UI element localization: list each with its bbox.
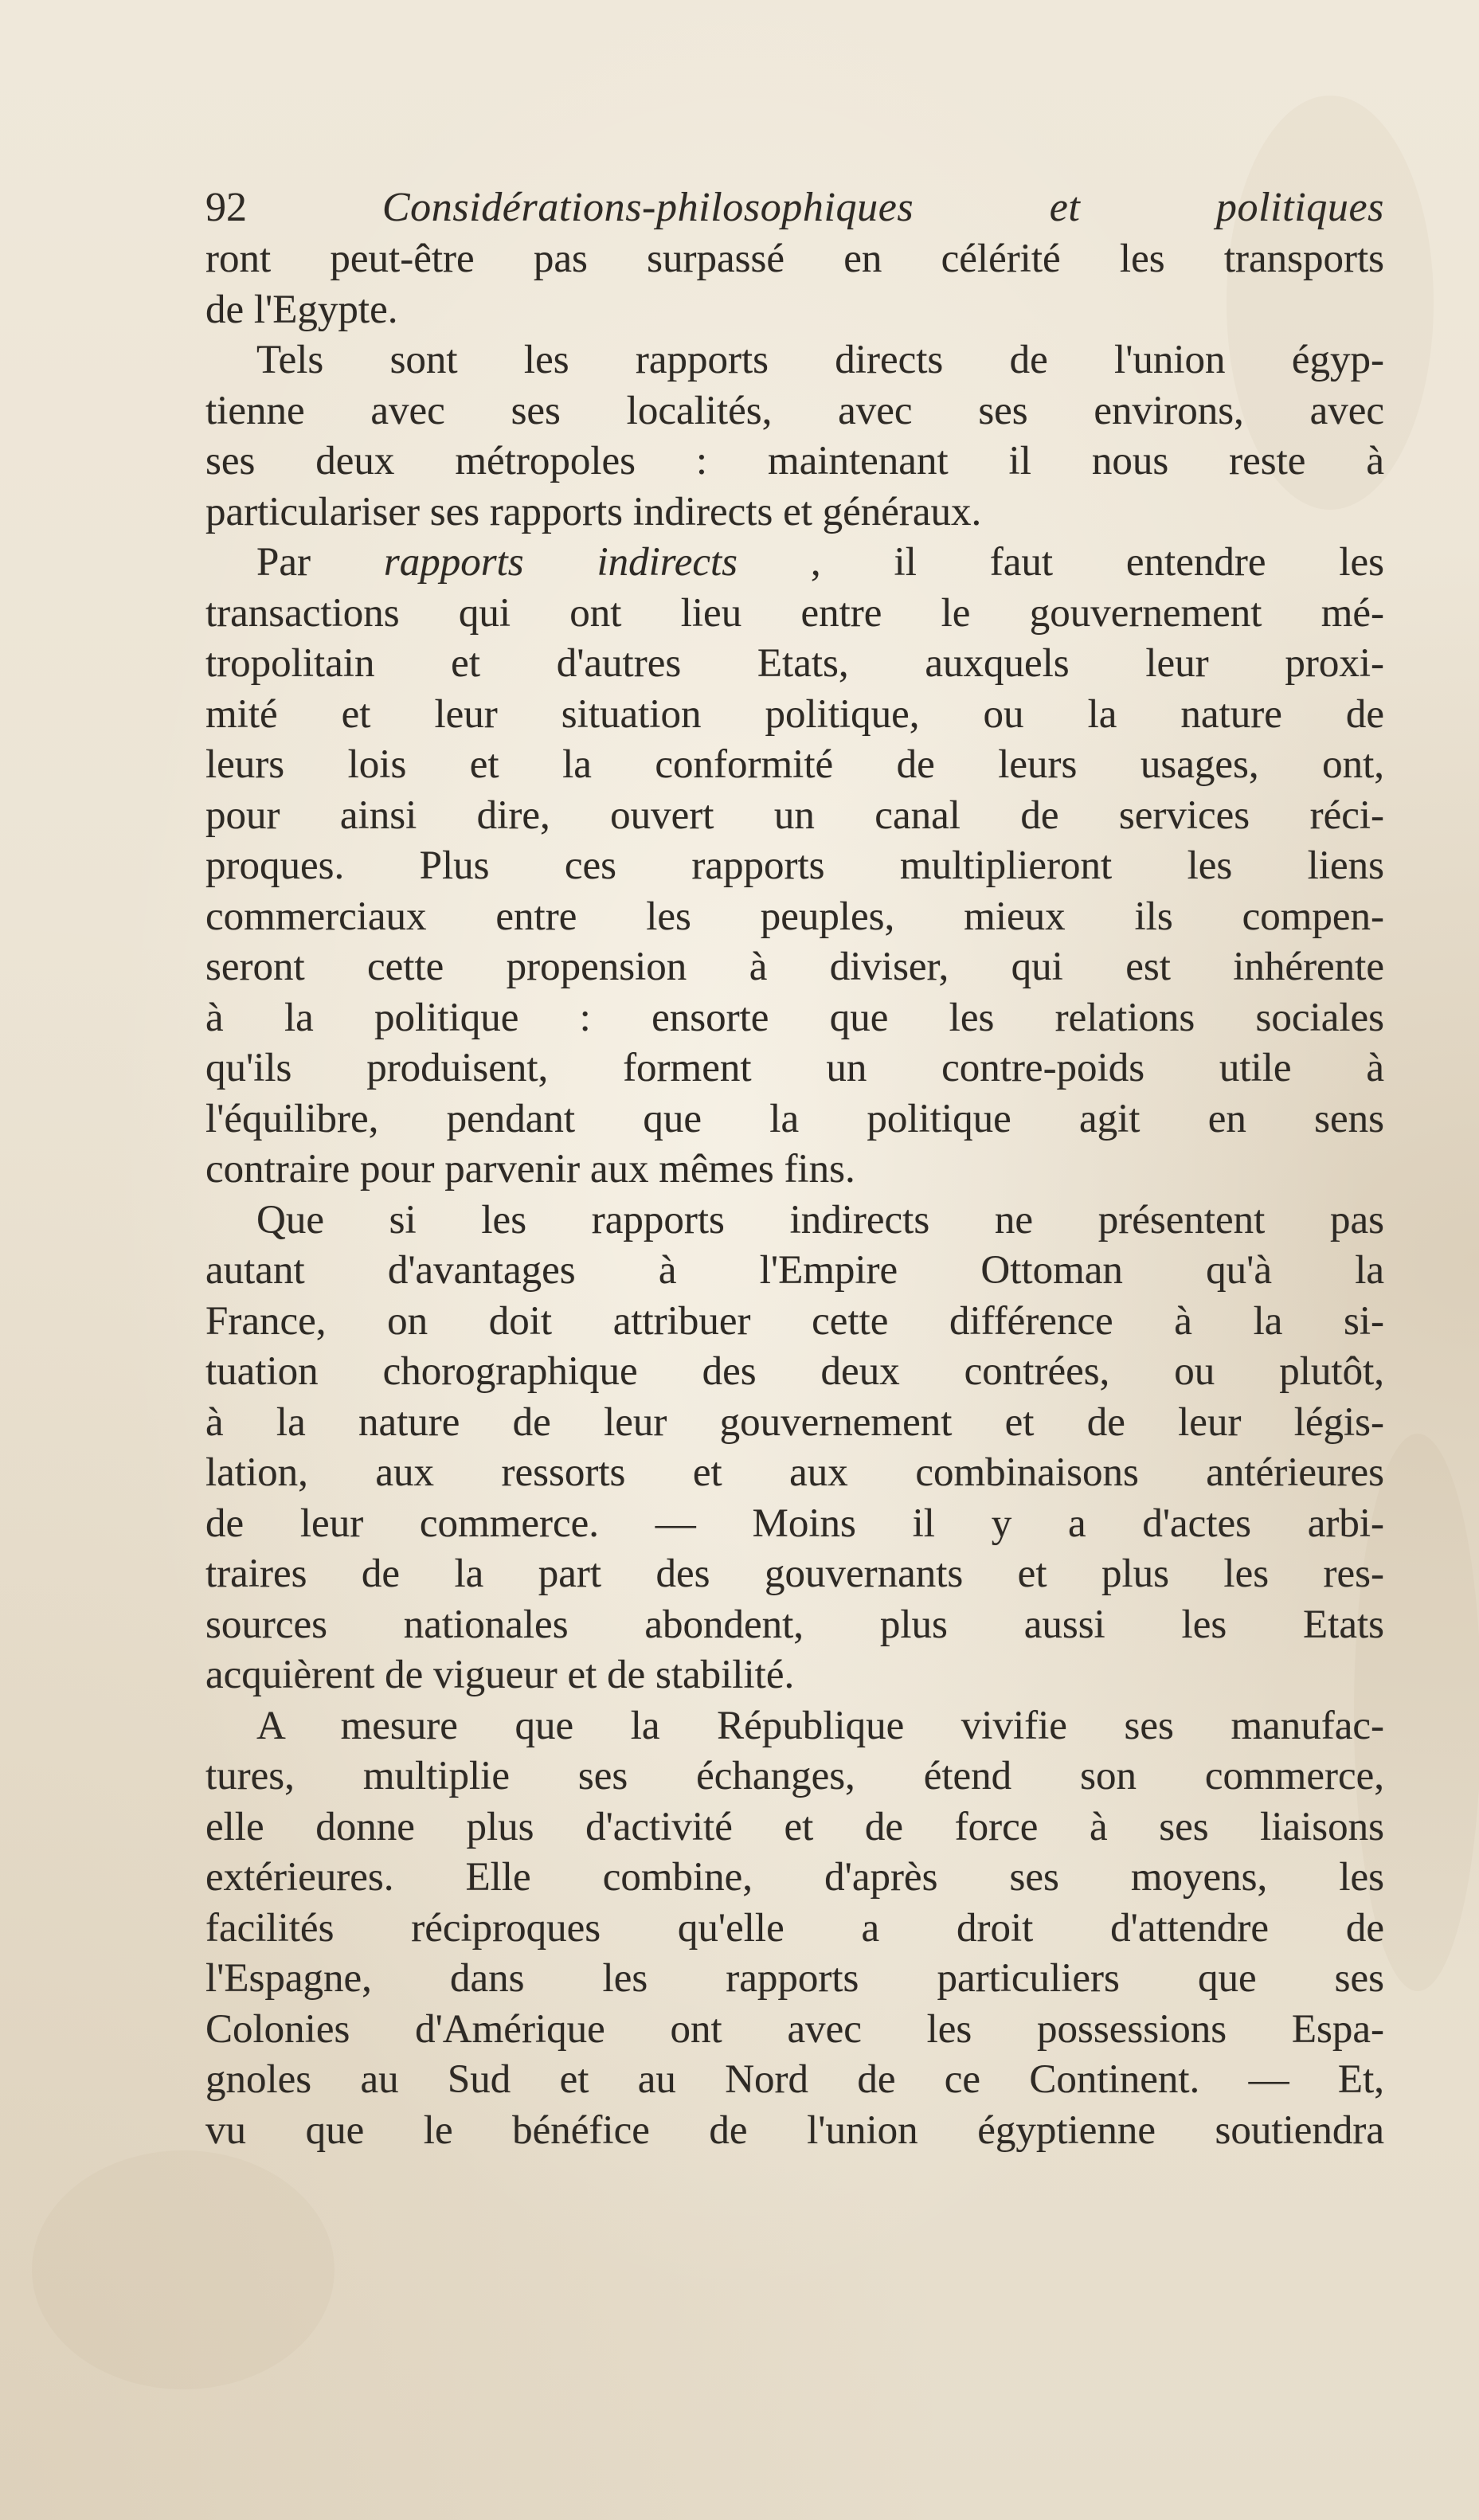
text-line: transactions qui ont lieu entre le gouvernement mé- (205, 590, 1384, 636)
running-header (205, 182, 1384, 234)
italic-term: rapports indirects (383, 540, 738, 585)
text-line: contraire pour parvenir aux mêmes fins. (205, 1147, 855, 1192)
text-line: particulariser ses rapports indirects et généraux. (205, 489, 982, 534)
text-line: A mesure que la République vivifie ses manufac- (256, 1703, 1384, 1748)
text-line: tuation chorographique des deux contrées, ou plutôt, (205, 1349, 1384, 1394)
text-line: autant d'avantages à l'Empire Ottoman qu'à la (205, 1248, 1384, 1293)
text-line: acquièrent de vigueur et de stabilité. (205, 1653, 795, 1697)
text-line: vu que le bénéfice de l'union égyptienne soutiendra (205, 2107, 1384, 2153)
text-line: Tels sont les rapports directs de l'union égyp- (256, 338, 1384, 382)
text-line: ses deux métropoles : maintenant il nous reste à (205, 439, 1384, 483)
text-line: tienne avec ses localités, avec ses environs, avec (205, 388, 1384, 433)
text-line: à la nature de leur gouvernement et de leur légis- (205, 1399, 1384, 1445)
text-line (205, 538, 1384, 589)
text-line: Colonies d'Amérique ont avec les possessions Espa- (205, 2006, 1384, 2052)
text-line: Que si les rapports indirects ne présentent pas (256, 1197, 1384, 1242)
text-line: à la politique : ensorte que les relations sociales (205, 995, 1384, 1040)
text-line: sources nationales abondent, plus aussi les Etats (205, 1602, 1384, 1647)
text-fragment: Par (256, 540, 311, 585)
text-line: tropolitain et d'autres Etats, auxquels leur proxi- (205, 641, 1384, 686)
text-line: commerciaux entre les peuples, mieux ils compen- (205, 894, 1384, 939)
running-title: Considérations-philosophiques et politiques (381, 185, 1384, 230)
text-line: leurs lois et la conformité de leurs usages, ont, (205, 742, 1384, 787)
text-line: mité et leur situation politique, ou la nature de (205, 691, 1384, 737)
text-line: pour ainsi dire, ouvert un canal de services réci- (205, 792, 1384, 838)
page-number: 92 (205, 185, 247, 230)
text-line: ront peut-être pas surpassé en célérité les transports (205, 237, 1384, 281)
text-line: gnoles au Sud et au Nord de ce Continent. — Et, (205, 2057, 1384, 2102)
text-line: tures, multiplie ses échanges, étend son commerce, (205, 1754, 1384, 1798)
text-line: proques. Plus ces rapports multiplieront les liens (205, 843, 1384, 888)
text-line: traires de la part des gouvernants et plus les res- (205, 1552, 1384, 1596)
text-line: l'équilibre, pendant que la politique agit en sens (205, 1096, 1384, 1141)
text-line: lation, aux ressorts et aux combinaisons antérieures (205, 1450, 1384, 1495)
text-line: qu'ils produisent, forment un contre-poids utile à (205, 1046, 1384, 1090)
page-text (205, 182, 1384, 2156)
text-line: France, on doit attribuer cette différence à la si- (205, 1298, 1384, 1344)
text-line: elle donne plus d'activité et de force à ses liaisons (205, 1804, 1384, 1849)
paper-stain (32, 2150, 335, 2389)
text-line: seront cette propension à diviser, qui est inhérente (205, 945, 1384, 989)
text-line: de l'Egypte. (205, 287, 398, 332)
text-line: de leur commerce. — Moins il y a d'actes arbi- (205, 1501, 1384, 1546)
text-line: extérieures. Elle combine, d'après ses moyens, les (205, 1855, 1384, 1900)
text-line: facilités réciproques qu'elle a droit d'attendre de (205, 1905, 1384, 1951)
text-line: l'Espagne, dans les rapports particuliers que ses (205, 1956, 1384, 2001)
text-fragment: , il faut entendre les (810, 540, 1384, 585)
